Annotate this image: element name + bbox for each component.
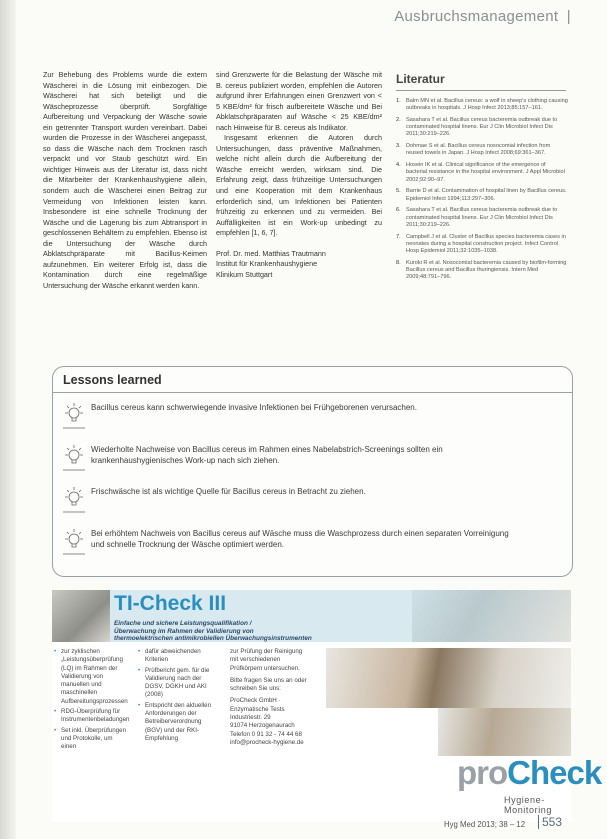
literature-number: 1. — [396, 98, 401, 104]
procheck-logo — [457, 754, 601, 792]
lesson-item — [61, 442, 561, 482]
body-column-1 — [43, 70, 207, 291]
ad-photo-instruments — [412, 590, 571, 642]
ad-subtitle-line: Überwachung im Rahmen der Validierung von — [114, 627, 254, 635]
literature-item — [396, 98, 568, 112]
section-title: Ausbruchsmanagement — [394, 8, 559, 25]
literature-number: 4. — [396, 162, 401, 169]
ad-features-column-1 — [54, 648, 130, 754]
ad-email[interactable]: info@procheck-hygiene.de — [230, 738, 304, 746]
author-clinic: Klinikum Stuttgart — [216, 269, 273, 279]
literature-text: Sasahara T et al. Bacillus cereus bacteremia outbreak due to contaminated hospital linens. Eur J Clin Microbiol Infect Dis 2011;30:219–226. — [406, 117, 558, 138]
literature-item — [396, 117, 568, 139]
literature-number: 7. — [396, 233, 401, 240]
lightbulb-icon — [61, 484, 87, 514]
literature-number: 6. — [396, 207, 401, 214]
ad-feature: • dafür abweichenden Kriterien — [138, 648, 218, 665]
ad-feature: • Set inkl. Überprüfungen und Protokolle, um einen — [54, 727, 126, 752]
page-edge — [0, 0, 16, 839]
literature-number: 3. — [396, 143, 401, 150]
literature-item — [396, 207, 568, 229]
literature-text: Barrie D et al. Contamination of hospital linen by Bacillus cereus. Epidemiol Infect 1994;113:297–306. — [406, 188, 567, 202]
lightbulb-icon — [61, 442, 87, 472]
literature-item — [396, 260, 568, 282]
lesson-text: Wiederholte Nachweise von Bacillus cereus im Rahmen eines Nabelabstrich-Screenings sollten ein krankenhaushygienisches Work-up nach sich ziehen. — [91, 445, 443, 465]
header-divider: | — [566, 8, 571, 25]
lesson-item — [61, 400, 561, 440]
section-header — [394, 8, 571, 25]
ad-subtitle-line: thermoelektrischen antimikrobiellen Überwachungsinstrumenten — [114, 635, 312, 643]
ad-features-column-3 — [230, 648, 310, 747]
procheck-advertisement — [52, 590, 602, 822]
ad-feature: • RDG-Überprüfung für Instrumentenbeladungen — [54, 708, 126, 725]
author-name: Prof. Dr. med. Matthias Trautmann — [216, 248, 326, 258]
ad-feature: zur Prüfung der Reinigung mit verschiedenen Prüfkörpern untersuchen. — [230, 648, 303, 672]
procheck-tagline: Hygiene-Monitoring — [504, 795, 553, 815]
ad-feature: • zur zyklischen „Leistungsüberprüfung (LQ) im Rahmen der Validierung von manuellen und maschinellen Aufbereitungsprozessen — [54, 648, 126, 706]
literature-rule — [396, 90, 566, 91]
literature-item — [396, 162, 568, 184]
lesson-text: Frischwäsche ist als wichtige Quelle für Bacillus cereus in Betracht zu ziehen. — [91, 487, 366, 496]
literature-item — [396, 188, 568, 202]
body-paragraph: sind Grenzwerte für die Belastung der Wäsche mit B. cereus publiziert worden, empfehlen die Autoren aufgrund ihrer Erfahrungen einen Grenzwert von < 5 KBE/dm² für frisch aufbereitete Wäsche und Bei Abklatschpräparaten auf Wäsche < 25 KBE/dm² nach Hinweise für B. cereus als Indikator. — [216, 70, 382, 132]
lesson-item — [61, 526, 561, 566]
literature-number: 5. — [396, 188, 401, 195]
literature-text: Hosein IK et al. Clinical significance of the emergence of bacterial resistance in the hospital environment. J Appl Microbiol 2002;92:90–97. — [406, 162, 565, 183]
lessons-learned-box — [52, 366, 573, 577]
ad-address: 91074 Herzogenaurach — [230, 722, 295, 730]
literature-text: Dohmae S et al. Bacillus cereus nosocomial infection from reused towels in Japan. J Hosp Infect 2008;69:361–367. — [406, 143, 551, 157]
literature-title: Literatur — [396, 72, 445, 86]
author-block — [216, 249, 382, 281]
ad-photo-test-device — [326, 648, 571, 708]
lesson-item — [61, 484, 561, 524]
lesson-text: Bei erhöhtem Nachweis von Bacillus cereus auf Wäsche muss die Waschprozess durch einen separaten Vorreinigung und schnelle Trocknung der Wäsche optimiert werden. — [91, 529, 509, 549]
literature-list — [396, 98, 568, 286]
lightbulb-icon — [61, 400, 87, 430]
body-column-2 — [216, 70, 382, 280]
literature-text: Campbell J et al. Cluster of Bacillus species bacteremia cases in neonates during a hospital construction project. Infect Control Hosp Epidemiol 2011;32:1035–1038. — [406, 233, 566, 255]
lessons-rule — [53, 392, 572, 393]
journal-citation: Hyg Med 2013; 38 – 12 — [444, 820, 526, 829]
ad-subtitle-line: Einfache und sichere Leistungsqualifikation / — [114, 620, 252, 627]
ad-title: TI-Check III — [114, 592, 227, 615]
logo-pro: pro — [457, 754, 508, 791]
ad-photo-test-tubes — [438, 708, 571, 756]
author-institute: Institut für Krankenhaushygiene — [216, 259, 318, 269]
literature-text: Balm MN et al. Bacillus cereus: a wolf in sheep's clothing causing outbreaks in hospitals. J Hosp Infect 2013;85:157–161. — [406, 98, 568, 112]
page-number: 553 — [538, 815, 562, 829]
body-paragraph: Insgesamt erkennen die Autoren durch Untersuchungen, dass präventive Maßnahmen, welche nicht allein durch die Aufbereitung der Wäsche erreicht werden, wirksam sind. Die Erfahrung zeigt, dass frühzeitige Untersuchungen und eine Kooperation mit dem Krankenhaus erforderlich sind, um Infektionen bei Patienten frühzeitig zu erkennen und zu vermeiden. Bei Auffälligkeiten ist ein Work-up unbedingt zu empfehlen [1, 6, 7]. — [216, 133, 382, 238]
ad-address: Industriestr. 29 — [230, 714, 271, 722]
literature-number: 8. — [396, 259, 401, 266]
ad-feature: • Entspricht den aktuellen Anforderungen der Betreiberverordnung (BGV) und der RKI-Empfehlung — [138, 702, 218, 743]
body-paragraph: Zur Behebung des Problems wurde die extern Wäscherei in die Lösung mit einbezogen. Die Wäscherei hat sich beteiligt und die Wäscheprozesse überprüft. Sorgfältige Aufbereitung und Verpackung der Wäsche sowie ein getrennter Transport wurden vereinbart. Dabei wurden die Prozesse in der Wäscherei angepasst, so dass die Wäsche nach dem Trocknen rasch verpackt und vor Staub geschützt wird. Ein wichtiger Hinweis aus der Literatur ist, dass nicht die Mitarbeiter der Krankenhaushygiene allein, sondern auch die Wäscherei einen Beitrag zur Vermeidung von Infektionen leisten kann. Insbesondere ist eine schnelle Trocknung der Wäsche und die Lagerung bis zum Abtransport in geschlossenen Behältern zu empfehlen. Ebenso ist die Untersuchung der Wäsche durch Abklatschpräparate mit Bacillus-Keimen aufzunehmen. Ein weiterer Erfolg ist, dass die Kontamination durch eine regelmäßige Untersuchung der Wäsche erkannt werden kann. — [43, 70, 207, 290]
ad-features-column-2 — [138, 648, 218, 745]
literature-text: Kuroki R et al. Nosocomial bacteremia caused by biofilm-forming Bacillus cereus and Bacillus thuringiensis. Intern Med 2009;48:791–796. — [406, 259, 567, 281]
ad-company: ProCheck GmbH · Enzymatische Tests — [230, 697, 285, 713]
literature-text: Sasahara T et al. Bacillus cereus bacteremia outbreak due to contaminated hospital linens. Eur J Clin Microbiol Infect Dis 2011;30:219–226. — [406, 207, 558, 228]
ad-subtitle — [114, 620, 384, 643]
lesson-text: Bacillus cereus kann schwerwiegende invasive Infektionen bei Frühgeborenen verursachen. — [91, 403, 417, 412]
lessons-title: Lessons learned — [63, 373, 162, 387]
ad-phone: Telefon 0 91 32 - 74 44 68 — [230, 730, 302, 738]
ad-photo-lab — [52, 590, 110, 642]
literature-item — [396, 234, 568, 256]
lightbulb-icon — [61, 526, 87, 556]
literature-number: 2. — [396, 117, 401, 123]
ad-feature: • Prüfbericht gem. für die Validierung nach der DGSV, DGKH und AKI (2008) — [138, 667, 218, 700]
logo-check: Check — [507, 754, 602, 791]
ad-contact-heading: Bitte fragen Sie uns an oder schreiben Sie uns: — [230, 676, 307, 693]
literature-item — [396, 143, 568, 157]
